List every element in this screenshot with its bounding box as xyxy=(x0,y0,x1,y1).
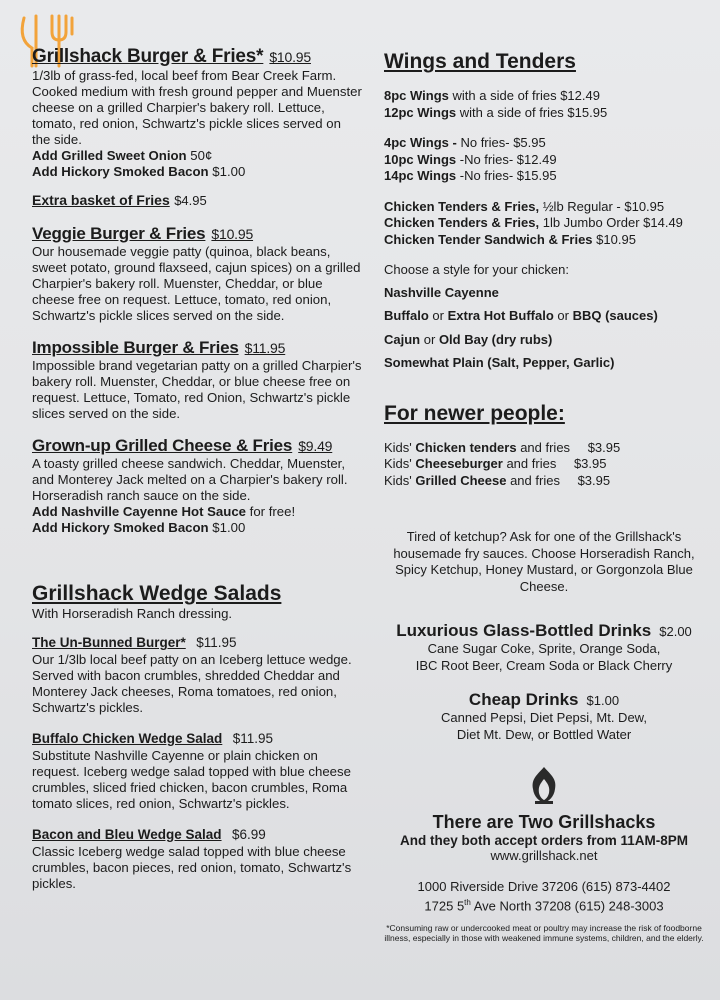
footer-hours: And they both accept orders from 11AM-8PM xyxy=(399,833,689,848)
footer-address-2 xyxy=(384,895,704,915)
flame-logo-icon xyxy=(527,765,561,805)
impossible-title: Impossible Burger & Fries xyxy=(32,338,239,357)
footer xyxy=(384,765,704,943)
cheap-title: Cheap Drinks xyxy=(468,690,579,709)
burger-title-row xyxy=(32,46,362,68)
item-name: 10pc Wings xyxy=(384,151,457,167)
footer-website[interactable]: www.grillshack.net xyxy=(490,848,598,863)
salad-price: $6.99 xyxy=(232,827,266,842)
style-or: or xyxy=(423,331,436,347)
burger-addon-bacon xyxy=(32,164,362,180)
addon-label: Add Nashville Cayenne Hot Sauce xyxy=(32,504,246,519)
item-detail: No fries- $5.95 xyxy=(460,135,546,150)
grilled-cheese-desc: A toasty grilled cheese sandwich. Cheddar, Muenster, and Monterey Jack melted on a Charpier's bakery roll. Horseradish ranch sauce on the side. xyxy=(32,456,348,503)
addr-part: Ave North 37208 (615) 248-3003 xyxy=(470,898,664,914)
menu-line xyxy=(384,215,704,232)
menu-line xyxy=(384,88,704,105)
item-detail: -No fries- $12.49 xyxy=(459,151,557,167)
veggie-item xyxy=(32,224,362,324)
kids-price: $3.95 xyxy=(587,439,621,455)
bottled-price: $2.00 xyxy=(659,624,692,639)
cheap-drinks xyxy=(384,690,704,743)
burger-desc: 1/3lb of grass-fed, local beef from Bear Creek Farm. Cooked medium with fresh ground pepper and Muenster cheese on a grilled Charpier's bakery roll. Lettuce, tomato, red onion, Schwartz's pickle slices served on the side. xyxy=(32,68,362,147)
style-name: Somewhat Plain (Salt, Pepper, Garlic) xyxy=(384,355,615,370)
left-column xyxy=(32,46,362,892)
kids-name: Grilled Cheese xyxy=(415,472,507,488)
grilled-cheese-addon-bacon xyxy=(32,520,362,536)
item-detail: with a side of fries $12.49 xyxy=(452,88,600,103)
style-intro: Choose a style for your chicken: xyxy=(384,262,569,277)
kids-name: Chicken tenders xyxy=(415,439,517,455)
extra-fries xyxy=(32,192,362,210)
cheap-line: Diet Mt. Dew, or Bottled Water xyxy=(456,726,632,742)
item-detail: $10.95 xyxy=(596,231,636,247)
salad-item xyxy=(32,730,362,812)
addon-label: Add Hickory Smoked Bacon xyxy=(32,164,209,179)
burger-item xyxy=(32,46,362,180)
kids-name: Cheeseburger xyxy=(415,456,503,471)
kids-section xyxy=(384,402,704,490)
salad-item xyxy=(32,826,362,892)
style-name: Old Bay (dry rubs) xyxy=(438,331,553,347)
kids-price: $3.95 xyxy=(573,456,607,471)
style-name: Buffalo xyxy=(384,308,429,323)
item-name: Chicken Tender Sandwich & Fries xyxy=(384,231,593,247)
kids-prefix: Kids' xyxy=(384,472,412,488)
grilled-cheese-item xyxy=(32,436,362,536)
kids-detail: and fries xyxy=(506,456,557,471)
impossible-desc: Impossible brand vegetarian patty on a grilled Charpier's bakery roll. Muenster, Cheddar, or blue cheese free on request. Lettuce, Tomato, red Onion, Schwartz's pickle slices served on the side. xyxy=(32,358,362,421)
salad-title: Buffalo Chicken Wedge Salad xyxy=(32,731,223,746)
salads-subtitle: With Horseradish Ranch dressing. xyxy=(32,606,233,621)
burger-title: Grillshack Burger & Fries* xyxy=(32,46,264,67)
veggie-title-row xyxy=(32,224,362,244)
impossible-item xyxy=(32,338,362,422)
style-name: BBQ (sauces) xyxy=(572,308,658,323)
addon-price: 50¢ xyxy=(190,148,213,163)
grilled-cheese-title-row xyxy=(32,436,362,456)
wings-group-no-fries xyxy=(384,135,704,185)
style-option xyxy=(384,285,704,302)
style-option xyxy=(384,332,704,349)
menu-line xyxy=(384,232,704,249)
addon-price: $1.00 xyxy=(212,164,246,179)
item-name: 14pc Wings xyxy=(384,168,457,183)
bottled-title: Luxurious Glass-Bottled Drinks xyxy=(396,621,652,640)
sauces-note: Tired of ketchup? Ask for one of the Grillshack's housemade fry sauces. Choose Horseradish Ranch, Spicy Ketchup, Honey Mustard, or Gorgonzola Blue Cheese. xyxy=(393,529,695,594)
bottled-line: Cane Sugar Coke, Sprite, Orange Soda, xyxy=(427,641,661,656)
kids-item xyxy=(384,473,704,490)
item-name: 8pc Wings xyxy=(384,88,449,103)
cheap-title-row xyxy=(384,690,704,710)
addon-label: Add Grilled Sweet Onion xyxy=(32,148,187,163)
item-name: Chicken Tenders & Fries, xyxy=(384,198,540,214)
extra-fries-price: $4.95 xyxy=(174,193,207,208)
right-column xyxy=(384,50,704,943)
style-name: Nashville Cayenne xyxy=(384,284,499,300)
wings-title: Wings and Tenders xyxy=(384,50,576,73)
addon-label: Add Hickory Smoked Bacon xyxy=(32,520,209,535)
item-detail: -No fries- $15.95 xyxy=(459,168,557,183)
style-option xyxy=(384,355,704,372)
salad-price: $11.95 xyxy=(196,635,237,650)
veggie-desc: Our housemade veggie patty (quinoa, black beans, sweet potato, ground flaxseed, cajun spices) on a grilled Charpier's bakery roll. Muenster, Cheddar, or blue cheese free on request. Lettuce, tomato, red onion, Schwartz's pickle slices served on the side. xyxy=(32,244,361,323)
burger-price: $10.95 xyxy=(269,49,311,65)
style-option xyxy=(384,308,704,325)
footer-disclaimer: *Consuming raw or undercooked meat or poultry may increase the risk of foodborne illness, especially in those with weakened immune systems, children, and the elderly. xyxy=(384,922,704,943)
footer-address-1: 1000 Riverside Drive 37206 (615) 873-4402 xyxy=(417,878,671,894)
cheap-line: Canned Pepsi, Diet Pepsi, Mt. Dew, xyxy=(441,710,647,725)
salads-section xyxy=(32,582,362,892)
kids-prefix: Kids' xyxy=(384,456,412,471)
grilled-cheese-price: $9.49 xyxy=(298,438,333,454)
style-name: Extra Hot Buffalo xyxy=(447,308,554,323)
addr-part: 1725 5 xyxy=(424,898,465,914)
item-detail: 1lb Jumbo Order $14.49 xyxy=(542,215,683,230)
veggie-title: Veggie Burger & Fries xyxy=(32,224,206,243)
item-detail: with a side of fries $15.95 xyxy=(459,104,608,120)
wings-group-with-fries xyxy=(384,88,704,121)
style-name: Cajun xyxy=(384,331,421,347)
salad-desc: Our 1/3lb local beef patty on an Iceberg lettuce wedge. Served with bacon crumbles, shredded Cheddar and Monterey Jack cheeses, Roma tomatoes, red onion, Schwartz's pickles. xyxy=(32,652,352,715)
kids-detail: and fries xyxy=(520,439,571,455)
kids-prefix: Kids' xyxy=(384,439,412,455)
salad-title-row xyxy=(32,730,362,748)
kids-detail: and fries xyxy=(510,472,560,488)
salad-title: The Un-Bunned Burger* xyxy=(32,635,186,650)
salad-title-row xyxy=(32,826,362,844)
salad-desc: Substitute Nashville Cayenne or plain chicken on request. Iceberg wedge salad topped with blue cheese crumbles, sliced fried chicken, bacon crumbles, Roma tomato slices, red onion, Schwartz's pickles. xyxy=(32,748,351,811)
item-name: 4pc Wings - xyxy=(384,135,457,150)
salad-item xyxy=(32,634,362,716)
footer-headline: There are Two Grillshacks xyxy=(432,812,656,832)
tenders-group xyxy=(384,199,704,249)
item-name: 12pc Wings xyxy=(384,104,457,120)
menu-line xyxy=(384,135,704,152)
cheap-price: $1.00 xyxy=(586,693,620,708)
chicken-styles xyxy=(384,262,704,372)
salad-price: $11.95 xyxy=(232,731,274,746)
kids-title: For newer people: xyxy=(384,401,565,425)
style-or: or xyxy=(557,308,569,323)
addr-sup: th xyxy=(464,898,471,907)
bottled-title-row xyxy=(384,621,704,641)
veggie-price: $10.95 xyxy=(211,226,254,242)
salads-title: Grillshack Wedge Salads xyxy=(32,582,282,605)
impossible-price: $11.95 xyxy=(244,340,286,356)
impossible-title-row xyxy=(32,338,362,358)
salad-title: Bacon and Bleu Wedge Salad xyxy=(32,827,222,842)
kids-item xyxy=(384,456,704,473)
kids-item xyxy=(384,440,704,457)
burger-addon-onion xyxy=(32,148,362,164)
style-or: or xyxy=(432,308,444,323)
bottled-line: IBC Root Beer, Cream Soda or Black Cherry xyxy=(415,657,673,673)
bottled-drinks xyxy=(384,621,704,674)
grilled-cheese-addon-hot-sauce xyxy=(32,504,362,520)
extra-fries-label: Extra basket of Fries xyxy=(32,192,170,208)
item-name: Chicken Tenders & Fries, xyxy=(384,215,540,230)
menu-line xyxy=(384,168,704,185)
addon-price: $1.00 xyxy=(212,520,246,535)
menu-line xyxy=(384,105,704,122)
salad-title-row xyxy=(32,634,362,652)
item-detail: ½lb Regular - $10.95 xyxy=(542,198,665,214)
menu-line xyxy=(384,199,704,216)
salad-desc: Classic Iceberg wedge salad topped with blue cheese crumbles, bacon pieces, red onion, tomato, Schwartz's pickles. xyxy=(32,844,352,891)
menu-line xyxy=(384,152,704,169)
kids-price: $3.95 xyxy=(577,472,611,488)
addon-suffix: for free! xyxy=(249,504,296,519)
grilled-cheese-title: Grown-up Grilled Cheese & Fries xyxy=(32,436,293,455)
